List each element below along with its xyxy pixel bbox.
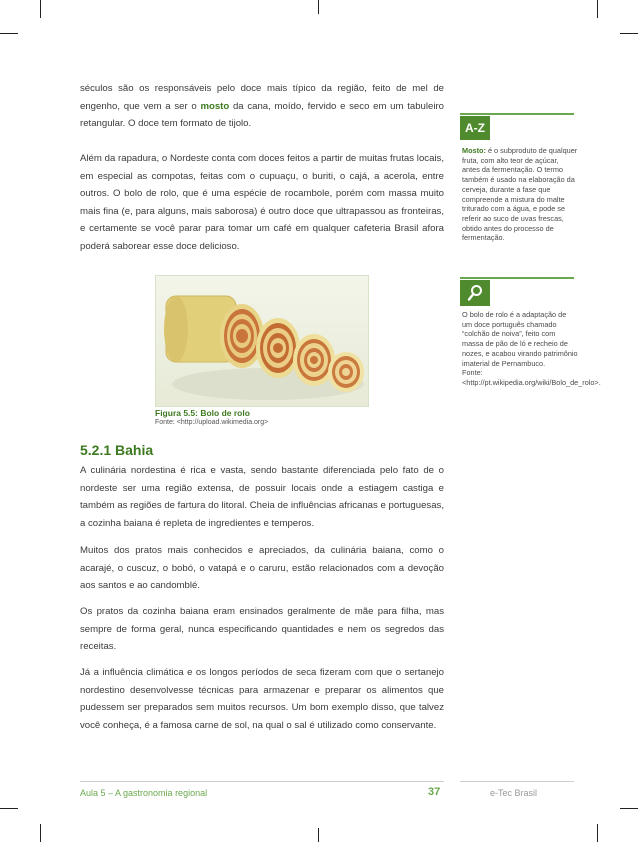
side-note-text: O bolo de rolo é a adaptação de um doce português chamado “colchão de noiva”, feito com massa de pão de ló e recheio de nozes, e acabou virando patrimônio imaterial de Pernambuco. <box>462 310 578 368</box>
side-note-source[interactable]: Fonte: <http://pt.wikipedia.org/wiki/Bolo_de_rolo>. <box>462 368 601 387</box>
text-run: séculos são os responsáveis pelo doce mais típico da região, feito de mel de engenho, que vem a ser o <box>80 83 444 112</box>
text-run: da cana, moído, fervido e seco em um tabuleiro retangular. O doce tem formato de tijolo. <box>80 100 445 129</box>
magnifier-icon <box>460 280 490 306</box>
crop-mark <box>620 33 638 34</box>
sidebar-divider <box>460 277 574 279</box>
crop-mark <box>318 828 319 842</box>
section-paragraph-2: Muitos dos pratos mais conhecidos e apreciados, da culinária baiana, como o acarajé, o cuscuz, o bobó, o vatapá e o caruru, estão relacionados com a devoção aos santos e ao candomblé. <box>80 545 444 591</box>
crop-mark <box>597 824 598 842</box>
footer-course-title: Aula 5 – A gastronomia regional <box>80 788 208 798</box>
crop-mark <box>40 824 41 842</box>
side-note <box>462 310 601 388</box>
crop-mark <box>620 808 638 809</box>
glossary-note <box>462 146 578 243</box>
magnifier-icon-glyph <box>467 284 483 302</box>
az-glossary-icon: A-Z <box>460 116 490 140</box>
section-paragraph-1: A culinária nordestina é rica e vasta, sendo bastante diferenciada pelo fato de o nordeste ser uma região extensa, de possuir locais onde a estiagem castiga e também as regiões de fartura do litoral. Cheia de influências africanas e portuguesas, a cozinha baiana é repleta de ingredientes e temperos. <box>80 465 444 529</box>
crop-mark <box>597 0 598 18</box>
crop-mark <box>0 33 18 34</box>
body-paragraph-2: Além da rapadura, o Nordeste conta com doces feitos a partir de muitas frutas locais, em especial as compotas, feitas com o cupuaçu, o buriti, o cajá, a acerola, entre outros. O bolo de rolo, que é uma espécie de rocambole, porém com massa muito mais fina (e, para alguns, mais saborosa) é outro doce que ultrapassou as fronteiras, e certamente se você parar para tomar um café em qualquer cafeteria Brasil afora poderá saborear esse doce delicioso. <box>80 153 444 252</box>
glossary-note-term: Mosto: <box>462 146 486 155</box>
figure-caption-title: Figura 5.5: Bolo de rolo <box>155 408 250 418</box>
body-paragraph-1 <box>80 80 444 133</box>
page-number: 37 <box>428 786 441 798</box>
crop-mark <box>40 0 41 18</box>
section-paragraph-4: Já a influência climática e os longos períodos de seca fizeram com que o sertanejo nordestino desenvolvesse técnicas para armazenar e preparar os alimentos que pudessem ser preparados sem muitos recursos. Um bom exemplo disso, que talvez você conheça, é a famosa carne de sol, na qual o sal é utilizado como conservante. <box>80 667 444 731</box>
figure-caption-source: Fonte: <http://upload.wikimedia.org> <box>155 419 269 426</box>
figure-image-bolo-de-rolo <box>155 275 369 407</box>
footer-rule <box>460 781 574 782</box>
sidebar-divider <box>460 113 574 115</box>
glossary-term-mosto: mosto <box>200 100 230 112</box>
crop-mark <box>0 808 18 809</box>
section-paragraph-3: Os pratos da cozinha baiana eram ensinados geralmente de mãe para filha, mas sempre de forma geral, nunca especificando quantidades e nem os segredos das receitas. <box>80 606 444 652</box>
section-heading: 5.2.1 Bahia <box>80 442 154 458</box>
footer-publisher: e-Tec Brasil <box>490 788 538 798</box>
glossary-note-text: é o subproduto de qualquer fruta, com alto teor de açúcar, antes da fermentação. O termo também é usado na elaboração da cerveja, durante a fase que compreende a mistura do malte triturado com a água, e pode se referir ao suco de uvas frescas, obtido antes do processo de fermentação. <box>462 146 578 243</box>
cake-illustration <box>156 276 368 406</box>
crop-mark <box>318 0 319 14</box>
footer-rule <box>80 781 444 782</box>
